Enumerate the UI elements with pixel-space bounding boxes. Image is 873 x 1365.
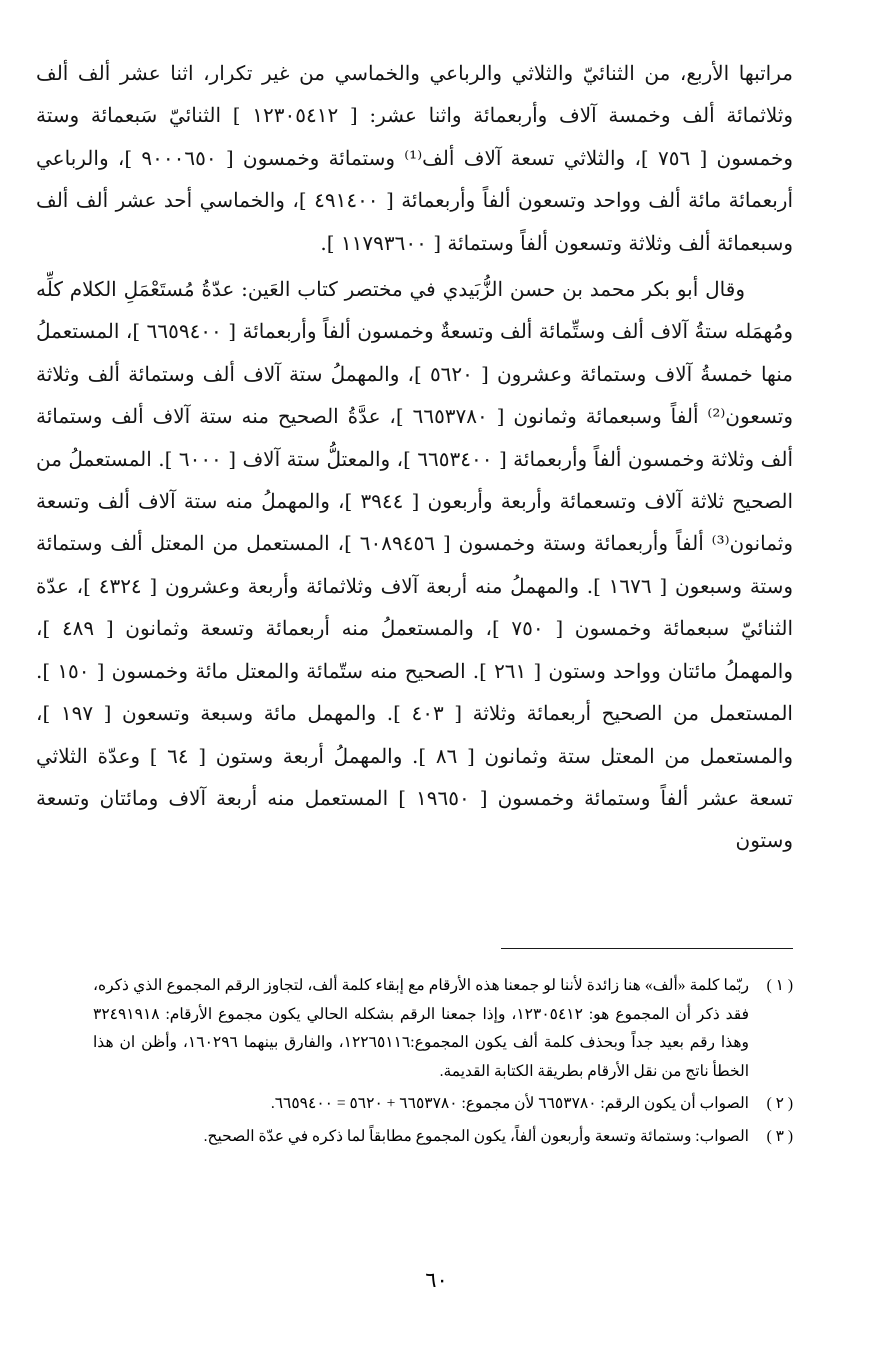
footnote-divider <box>501 948 793 949</box>
page-number: ٦٠ <box>425 1268 448 1292</box>
footnote-1 <box>93 972 793 1086</box>
footnotes <box>93 972 793 1155</box>
footnote-number: ( ١ ) <box>766 977 793 994</box>
footnote-text: الصواب: وستمائة وتسعة وأربعون ألفاً، يكون المجموع مطابقاً لما ذكره في عدّة الصحيح. <box>203 1127 749 1145</box>
footnote-text: ربّما كلمة «ألف» هنا زائدة لأننا لو جمعنا هذه الأرقام مع إبقاء كلمة ألف، لتجاوز الرقم المجموع الذي ذكره، فقد ذكر أن المجموع هو: ١٢٣٠٥٤١٢، وإذا جمعنا الرقم بشكله الحالي يكون مجموع الأرقام: ٣٢٤٩١٩١٨ وهذا رقم بعيد جداً وبحذف كلمة ألف يكون المجموع:١٢٢٦٥١١٦، والفارق بينهما ١٦٠٢٩٦، وأظن ان هذا الخطأ ناتج من نقل الأرقام بطريقة الكتابة القديمة. <box>93 977 750 1080</box>
main-text <box>36 52 793 862</box>
footnote-2 <box>93 1090 793 1119</box>
footnote-number: ( ٣ ) <box>766 1127 793 1145</box>
footnote-number: ( ٢ ) <box>766 1095 793 1112</box>
footnote-text: الصواب أن يكون الرقم: ٦٦٥٣٧٨٠ لأن مجموع: ٦٦٥٣٧٨٠ + ٥٦٢٠ = ٦٦٥٩٤٠٠. <box>270 1095 749 1112</box>
body-paragraph-1: مراتبها الأربع، من الثنائيّ والثلاثي والرباعي والخماسي من غير تكرار، اثنا عشر ألف ألف وثلاثمائة ألف وخمسة آلاف وأربعمائة واثنا عشر: [ ١٢٣٠٥٤١٢ ] الثنائيّ سَبعمائة وستة وخمسون [ ٧٥٦ ]، والثلاثي تسعة آلاف ألف⁽¹⁾ وستمائة وخمسون [ ٩٠٠٠٦٥٠ ]، والرباعي أربعمائة مائة ألف وواحد وتسعون ألفاً وأربعمائة [ ٤٩١٤٠٠ ]، والخماسي أحد عشر ألف ألف وسبعمائة ألف وثلاثة وتسعون ألفاً وستمائة [ ١١٧٩٣٦٠٠ ]. <box>36 61 794 255</box>
footnote-3 <box>93 1123 793 1152</box>
body-paragraph-2: وقال أبو بكر محمد بن حسن الزُّبَيدي في مختصر كتاب العَين: عدّةُ مُستَعْمَلِ الكلام كلِّه ومُهمَله ستةُ آلاف ألف وستِّمائة ألف وتسعةٌ وخمسون ألفاً وأربعمائة [ ٦٦٥٩٤٠٠ ]، المستعملُ منها خمسةُ آلاف وستمائة وعشرون [ ٥٦٢٠ ]، والمهملُ ستة آلاف ألف وستمائة ألف وثلاثة وتسعون⁽²⁾ ألفاً وسبعمائة وثمانون [ ٦٦٥٣٧٨٠ ]، عدَّةُ الصحيح منه ستة آلاف ألف وستمائة ألف وثلاثة وخمسون ألفاً وأربعمائة [ ٦٦٥٣٤٠٠ ]، والمعتلُّ ستة آلاف [ ٦٠٠٠ ]. المستعملُ من الصحيح ثلاثة آلاف وتسعمائة وأربعة وأربعون [ ٣٩٤٤ ]، والمهملُ منه ستة آلاف ألف وتسعة وثمانون⁽³⁾ ألفاً وأربعمائة وستة وخمسون [ ٦٠٨٩٤٥٦ ]، المستعمل من المعتل ألف وستمائة وستة وسبعون [ ١٦٧٦ ]. والمهملُ منه أربعة آلاف وثلاثمائة وأربعة وعشرون [ ٤٣٢٤ ]، عدّة الثنائيّ سبعمائة وخمسون [ ٧٥٠ ]، والمستعملُ منه أربعمائة وتسعة وثمانون [ ٤٨٩ ]، والمهملُ مائتان وواحد وستون [ ٢٦١ ]. الصحيح منه ستّمائة والمعتل مائة وخمسون [ ١٥٠ ]. المستعمل من الصحيح أربعمائة وثلاثة [ ٤٠٣ ]. والمهمل مائة وسبعة وتسعون [ ١٩٧ ]، والمستعمل من المعتل ستة وثمانون [ ٨٦ ]. والمهملُ أربعة وستون [ ٦٤ ] وعدّة الثلاثي تسعة عشر ألفاً وستمائة وخمسون [ ١٩٦٥٠ ] المستعمل منه أربعة آلاف ومائتان وتسعة وستون <box>36 277 794 853</box>
